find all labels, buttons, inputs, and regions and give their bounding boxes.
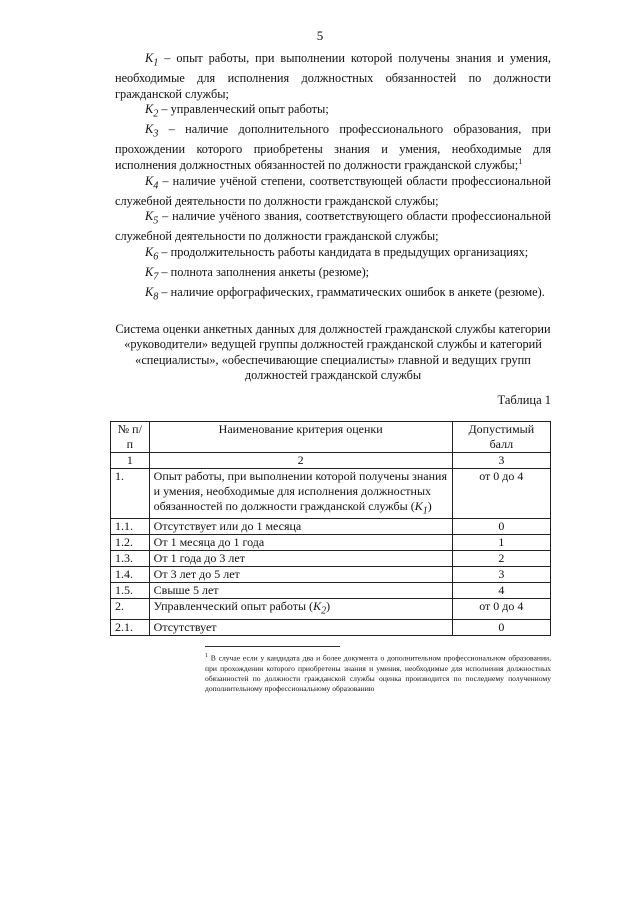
criterion-index: 2 — [321, 605, 327, 617]
criterion-text: – управленческий опыт работы; — [158, 102, 329, 117]
row-criterion: От 1 месяца до 1 года — [149, 535, 452, 551]
row-number: 2.1. — [111, 619, 150, 635]
row-criterion: От 3 лет до 5 лет — [149, 567, 452, 583]
footnote — [205, 651, 551, 694]
column-number: 3 — [452, 453, 550, 469]
criteria-table — [110, 421, 551, 636]
criterion-index: 5 — [153, 215, 159, 227]
criterion-footnote-mark: 1 — [518, 156, 523, 166]
criterion-text: – продолжительность работы кандидата в предыдущих организациях; — [158, 244, 529, 259]
criterion-symbol: K — [145, 122, 154, 137]
column-number-row — [111, 453, 551, 469]
row-number: 1. — [111, 469, 150, 519]
row-criterion — [149, 599, 452, 619]
criterion-index: 1 — [422, 505, 428, 517]
criterion-index: 6 — [153, 251, 159, 263]
criterion-text: – полнота заполнения анкеты (резюме); — [158, 264, 370, 279]
row-number: 1.3. — [111, 551, 150, 567]
row-score: 4 — [452, 583, 550, 599]
criterion-definition — [115, 122, 551, 173]
criterion-symbol: K — [145, 173, 154, 188]
row-criterion: Свыше 5 лет — [149, 583, 452, 599]
criterion-symbol: K — [313, 599, 322, 614]
row-number: 1.1. — [111, 519, 150, 535]
row-criterion: Отсутствует или до 1 месяца — [149, 519, 452, 535]
column-number: 2 — [149, 453, 452, 469]
table-row — [111, 599, 551, 619]
criteria-definitions — [115, 51, 551, 305]
row-criterion: От 1 года до 3 лет — [149, 551, 452, 567]
criterion-index: 1 — [153, 57, 159, 69]
criterion-name: Опыт работы, при выполнении которой получены знания и умения, необходимые для исполнения должностных обязанностей по должности гражданской службы ( — [153, 469, 447, 513]
criterion-definition — [115, 265, 551, 285]
table-row — [111, 551, 551, 567]
header-number: № п/п — [111, 422, 150, 453]
table-row — [111, 535, 551, 551]
section-heading: Система оценки анкетных данных для должностей гражданской службы категории «руководители» ведущей группы должностей гражданской службы и категорий «специалисты», «обеспечивающие специалисты» главной и ведущих групп должностей гражданской службы — [115, 322, 551, 383]
criterion-tail: ) — [326, 599, 331, 614]
criterion-name: Управленческий опыт работы ( — [153, 599, 314, 614]
table-row — [111, 469, 551, 519]
criterion-definition — [115, 51, 551, 102]
row-score: 0 — [452, 619, 550, 635]
row-number: 1.4. — [111, 567, 150, 583]
criterion-text: – наличие учёного звания, соответствующего области профессиональной служебной деятельности по должности гражданской службы; — [115, 209, 551, 244]
row-score: 1 — [452, 535, 550, 551]
row-score: 0 — [452, 519, 550, 535]
criterion-symbol: K — [414, 499, 423, 513]
criterion-text: – наличие орфографических, грамматических ошибок в анкете (резюме). — [158, 284, 545, 299]
row-score: от 0 до 4 — [452, 599, 550, 619]
table-row — [111, 519, 551, 535]
criterion-definition — [115, 174, 551, 210]
criterion-definition — [115, 102, 551, 122]
table-row — [111, 619, 551, 635]
criterion-index: 2 — [153, 108, 159, 120]
page-number: 5 — [316, 28, 324, 43]
column-number: 1 — [111, 453, 150, 469]
criterion-symbol: K — [145, 244, 154, 259]
criterion-definition — [115, 285, 551, 305]
row-number: 2. — [111, 599, 150, 619]
footnote-divider — [205, 646, 340, 647]
criterion-symbol: K — [145, 264, 154, 279]
criterion-definition — [115, 209, 551, 245]
row-score: 3 — [452, 567, 550, 583]
row-criterion — [149, 469, 452, 519]
table-row — [111, 567, 551, 583]
footnote-text: В случае если у кандидата два и более документа о дополнительном профессиональном образовании, при прохождении которого приобретены знания и умения, необходимые для исполнения должностных обязанностей по должности гражданской службы оценка производится по последнему полученному дополнительному профессиональному образованию — [205, 653, 551, 693]
criterion-index: 8 — [153, 291, 159, 303]
table-caption: Таблица 1 — [497, 393, 551, 407]
row-score: от 0 до 4 — [452, 469, 550, 519]
header-score: Допустимый балл — [452, 422, 550, 453]
footnote-marker: 1 — [205, 653, 208, 659]
criterion-tail: ) — [427, 499, 432, 513]
criterion-symbol: K — [145, 51, 154, 65]
criterion-symbol: K — [145, 102, 154, 117]
criterion-index: 3 — [153, 128, 159, 140]
criterion-index: 7 — [153, 271, 159, 283]
row-number: 1.5. — [111, 583, 150, 599]
criterion-index: 4 — [153, 179, 159, 191]
row-number: 1.2. — [111, 535, 150, 551]
table-row — [111, 583, 551, 599]
criterion-symbol: K — [145, 209, 154, 224]
criterion-symbol: K — [145, 284, 154, 299]
criterion-text: – наличие учёной степени, соответствующей области профессиональной служебной деятельности по должности гражданской службы; — [115, 173, 551, 208]
row-score: 2 — [452, 551, 550, 567]
criterion-text: – наличие дополнительного профессионального образования, при прохождении которого приобретены знания и умения, необходимые для исполнения должностных обязанностей по должности гражданской службы; — [115, 122, 551, 172]
header-criterion: Наименование критерия оценки — [149, 422, 452, 453]
criterion-definition — [115, 245, 551, 265]
row-criterion: Отсутствует — [149, 619, 452, 635]
criterion-text: – опыт работы, при выполнении которой получены знания и умения, необходимые для исполнения должностных обязанностей по должности гражданской службы; — [115, 51, 551, 101]
table-header-row — [111, 422, 551, 453]
